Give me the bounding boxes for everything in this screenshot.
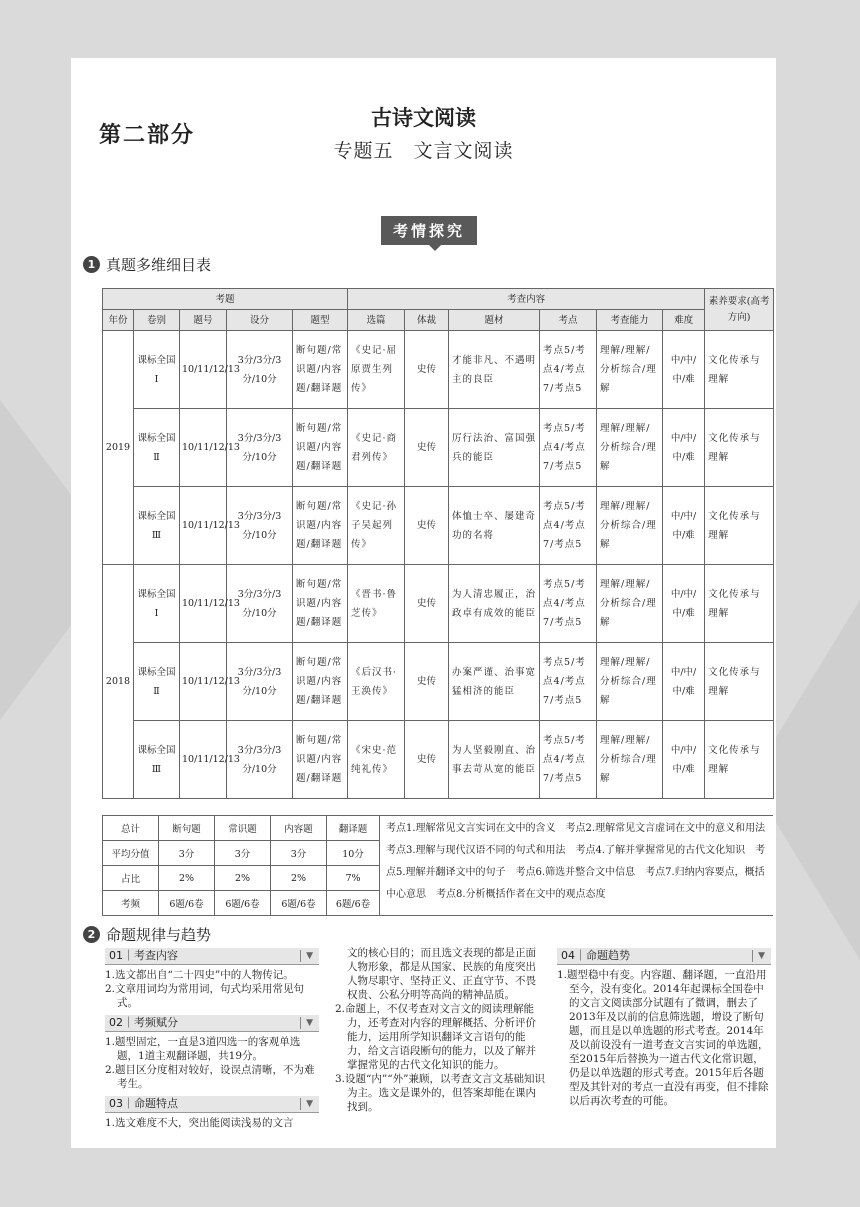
summary-cell: 内容题 <box>271 816 327 841</box>
table-cell-paper: 课标全国Ⅰ <box>134 565 180 643</box>
table-cell-paper: 课标全国Ⅱ <box>134 409 180 487</box>
table-cell-text: 《宋史·范纯礼传》 <box>348 721 405 799</box>
column-header: 题号 <box>180 310 227 331</box>
badge-label: 考情探究 <box>381 216 477 245</box>
section-title: 真题多维细目表 <box>106 256 212 274</box>
table-cell-ability: 理解/理解/分析综合/理解 <box>597 487 663 565</box>
table-cell-subject: 为人清忠履正，治政卓有成效的能臣 <box>449 565 540 643</box>
table-cell-literacy: 文化传承与理解 <box>705 487 774 565</box>
table-cell-subject: 为人坚毅刚直、治事去苛从宽的能臣 <box>449 721 540 799</box>
list-item: 2.命题上，不仅考查对文言文的阅读理解能力，还考查对内容的理解概括、分析评价能力，运用所学知识翻译文言语句的能力，给文言语段断句的能力，以及了解并掌握常见的古代文化知识的能力。 <box>335 1003 536 1071</box>
summary-cell: 6题/6卷 <box>215 891 271 916</box>
chevron-down-icon: ▼ <box>758 951 765 961</box>
table-cell-paper: 课标全国Ⅱ <box>134 643 180 721</box>
list-item: 1.选文难度不大，突出能阅读浅易的文言 <box>105 1117 294 1129</box>
list-item: 1.题型稳中有变。内容题、翻译题，一直沿用至今，没有变化。2014年起课标全国卷中的文言文阅读部分试题有了微调，删去了2013年及以前的信息筛选题，增设了断句题，而且是以单选题的形式考查。2014年及以前设没有一道考查文言实词的单选题，至2015年后替换为一道古代文化常识题，仍是以单选题的形式考查。2015年后各题型及其针对的考点一直没有再变，但不排除以后再次考查的可能。 <box>557 969 769 1107</box>
table-cell-score: 3分/3分/3分/10分 <box>227 409 293 487</box>
section-heading-2 <box>83 924 211 945</box>
summary-cell: 3分 <box>215 841 271 866</box>
table-cell-score: 3分/3分/3分/10分 <box>227 721 293 799</box>
column-header: 设分 <box>227 310 293 331</box>
group-header: 考题 <box>103 289 348 310</box>
summary-cell: 断句题 <box>159 816 215 841</box>
table-cell-ability: 理解/理解/分析综合/理解 <box>597 409 663 487</box>
block-label: 02｜考频赋分 <box>109 1016 178 1029</box>
summary-cell: 考频 <box>103 891 159 916</box>
summary-cell: 3分 <box>271 841 327 866</box>
table-row <box>103 409 774 487</box>
summary-cell: 6题/6卷 <box>271 891 327 916</box>
table-cell-genre: 史传 <box>405 331 449 409</box>
table-cell-points: 考点5/考点4/考点7/考点5 <box>540 409 597 487</box>
summary-cell: 占比 <box>103 866 159 891</box>
chevron-down-icon: ▼ <box>306 1018 313 1028</box>
table-row <box>103 487 774 565</box>
table-cell-difficulty: 中/中/中/难 <box>663 331 705 409</box>
table-cell-paper: 课标全国Ⅰ <box>134 331 180 409</box>
table-cell-points: 考点5/考点4/考点7/考点5 <box>540 721 597 799</box>
summary-row <box>103 816 774 841</box>
table-cell-literacy: 文化传承与理解 <box>705 643 774 721</box>
summary-cell: 6题/6卷 <box>327 891 380 916</box>
table-cell-points: 考点5/考点4/考点7/考点5 <box>540 487 597 565</box>
table-cell-difficulty: 中/中/中/难 <box>663 721 705 799</box>
divider <box>300 1098 301 1110</box>
table-cell-nums: 10/11/12/13 <box>180 487 227 565</box>
table-cell-paper: 课标全国Ⅲ <box>134 487 180 565</box>
table-cell-difficulty: 中/中/中/难 <box>663 643 705 721</box>
table-cell-paper: 课标全国Ⅲ <box>134 721 180 799</box>
block-label: 03｜命题特点 <box>109 1097 178 1110</box>
group-header: 素养要求(高考方向) <box>705 289 774 331</box>
section-heading-1 <box>83 254 211 275</box>
divider <box>752 950 753 962</box>
column-header: 年份 <box>103 310 134 331</box>
column-middle <box>335 946 545 1114</box>
table-cell-literacy: 文化传承与理解 <box>705 331 774 409</box>
table-cell-nums: 10/11/12/13 <box>180 331 227 409</box>
table-cell-points: 考点5/考点4/考点7/考点5 <box>540 643 597 721</box>
list-item: 文的核心目的；而且选文表现的都是正面人物形象，都是从国家、民族的角度突出人物尽职守、坚持正义、正直守节、不畏权贵、公私分明等高尚的精神品质。 <box>347 947 536 1001</box>
list-item: 2.题目区分度相对较好，设误点清晰，不为难考生。 <box>105 1064 315 1090</box>
table-cell-points: 考点5/考点4/考点7/考点5 <box>540 565 597 643</box>
page-title: 古诗文阅读 <box>371 106 476 130</box>
section-number-icon: 2 <box>83 926 100 943</box>
column-right <box>557 948 771 1108</box>
table-cell-score: 3分/3分/3分/10分 <box>227 643 293 721</box>
list-item: 3.设题“内”“外”兼顾，以考查文言文基础知识为主。选文是课外的，但答案却能在课内找到。 <box>335 1073 545 1113</box>
table-cell-nums: 10/11/12/13 <box>180 409 227 487</box>
table-cell-text: 《后汉书·王涣传》 <box>348 643 405 721</box>
chevron-down-icon: ▼ <box>306 951 313 961</box>
summary-cell: 2% <box>271 866 327 891</box>
table-cell-text: 《史记·商君列传》 <box>348 409 405 487</box>
block-header <box>105 948 319 965</box>
divider <box>300 1017 301 1029</box>
table-cell-genre: 史传 <box>405 565 449 643</box>
table-cell-ability: 理解/理解/分析综合/理解 <box>597 565 663 643</box>
block-header <box>105 1015 319 1032</box>
table-row <box>103 331 774 409</box>
list-item: 1.选文都出自“二十四史”中的人物传记。 <box>105 969 294 981</box>
table-cell-ability: 理解/理解/分析综合/理解 <box>597 643 663 721</box>
table-cell-difficulty: 中/中/中/难 <box>663 409 705 487</box>
column-header: 题型 <box>293 310 348 331</box>
divider <box>300 950 301 962</box>
table-cell-score: 3分/3分/3分/10分 <box>227 487 293 565</box>
table-cell-types: 断句题/常识题/内容题/翻译题 <box>293 331 348 409</box>
column-left <box>105 948 319 1130</box>
document-page <box>71 58 776 1148</box>
summary-table <box>102 815 776 916</box>
block-label: 01｜考查内容 <box>109 949 178 962</box>
block-label: 04｜命题趋势 <box>561 949 630 962</box>
table-cell-literacy: 文化传承与理解 <box>705 721 774 799</box>
table-cell-genre: 史传 <box>405 643 449 721</box>
column-header: 考查能力 <box>597 310 663 331</box>
table-row <box>103 721 774 799</box>
summary-cell: 常识题 <box>215 816 271 841</box>
table-cell-types: 断句题/常识题/内容题/翻译题 <box>293 487 348 565</box>
table-cell-types: 断句题/常识题/内容题/翻译题 <box>293 565 348 643</box>
section-number-icon: 1 <box>83 256 100 273</box>
column-header: 体裁 <box>405 310 449 331</box>
badge-pointer <box>429 245 441 251</box>
page-subtitle: 专题五 文言文阅读 <box>333 140 514 162</box>
block-header <box>557 948 771 965</box>
table-cell-genre: 史传 <box>405 487 449 565</box>
list-item: 2.文章用词均为常用词，句式均采用常见句式。 <box>105 983 305 1009</box>
block-header <box>105 1096 319 1113</box>
summary-cell: 翻译题 <box>327 816 380 841</box>
chevron-down-icon: ▼ <box>306 1099 313 1109</box>
table-row <box>103 643 774 721</box>
table-cell-literacy: 文化传承与理解 <box>705 409 774 487</box>
summary-cell: 3分 <box>159 841 215 866</box>
column-header: 考点 <box>540 310 597 331</box>
table-cell-ability: 理解/理解/分析综合/理解 <box>597 331 663 409</box>
table-cell-types: 断句题/常识题/内容题/翻译题 <box>293 409 348 487</box>
summary-cell: 总计 <box>103 816 159 841</box>
summary-cell: 6题/6卷 <box>159 891 215 916</box>
table-cell-text: 《史记·屈原贾生列传》 <box>348 331 405 409</box>
table-cell-genre: 史传 <box>405 721 449 799</box>
exam-points-notes: 考点1.理解常见文言实词在文中的含义 考点2.理解常见文言虚词在文中的意义和用法 考点3.理解与现代汉语不同的句式和用法 考点4.了解并掌握常见的古代文化知识 考点5.理解并翻译文中的句子 考点6.筛选并整合文中信息 考点7.归纳内容要点，概括中心意思 考点8.分析概括作者在文中的观点态度 <box>380 816 774 916</box>
table-cell-score: 3分/3分/3分/10分 <box>227 331 293 409</box>
table-cell-text: 《晋书·鲁芝传》 <box>348 565 405 643</box>
column-header: 难度 <box>663 310 705 331</box>
table-cell-literacy: 文化传承与理解 <box>705 565 774 643</box>
table-cell-genre: 史传 <box>405 409 449 487</box>
section-title: 命题规律与趋势 <box>106 926 212 944</box>
list-item: 1.题型固定，一直是3道四选一的客观单选题，1道主观翻译题，共19分。 <box>105 1036 301 1062</box>
table-cell-nums: 10/11/12/13 <box>180 643 227 721</box>
table-cell-subject: 才能非凡、不遇明主的良臣 <box>449 331 540 409</box>
table-cell-subject: 办案严谨、治事宽猛相济的能臣 <box>449 643 540 721</box>
year-cell: 2019 <box>103 331 134 565</box>
summary-cell: 2% <box>159 866 215 891</box>
table-cell-text: 《史记·孙子吴起列传》 <box>348 487 405 565</box>
table-cell-nums: 10/11/12/13 <box>180 565 227 643</box>
summary-cell: 2% <box>215 866 271 891</box>
group-header: 考查内容 <box>348 289 705 310</box>
table-cell-subject: 体恤士卒、屡建奇功的名将 <box>449 487 540 565</box>
table-cell-types: 断句题/常识题/内容题/翻译题 <box>293 721 348 799</box>
column-header: 卷别 <box>134 310 180 331</box>
summary-cell: 平均分值 <box>103 841 159 866</box>
table-cell-points: 考点5/考点4/考点7/考点5 <box>540 331 597 409</box>
table-cell-ability: 理解/理解/分析综合/理解 <box>597 721 663 799</box>
year-cell: 2018 <box>103 565 134 799</box>
section-badge <box>381 216 477 251</box>
table-cell-difficulty: 中/中/中/难 <box>663 565 705 643</box>
table-row <box>103 565 774 643</box>
table-cell-nums: 10/11/12/13 <box>180 721 227 799</box>
summary-cell: 7% <box>327 866 380 891</box>
column-header: 题材 <box>449 310 540 331</box>
part-title: 第二部分 <box>99 123 196 148</box>
column-header: 选篇 <box>348 310 405 331</box>
exam-table <box>102 288 774 799</box>
table-cell-difficulty: 中/中/中/难 <box>663 487 705 565</box>
table-cell-types: 断句题/常识题/内容题/翻译题 <box>293 643 348 721</box>
summary-cell: 10分 <box>327 841 380 866</box>
table-cell-subject: 厉行法治、富国强兵的能臣 <box>449 409 540 487</box>
table-cell-score: 3分/3分/3分/10分 <box>227 565 293 643</box>
